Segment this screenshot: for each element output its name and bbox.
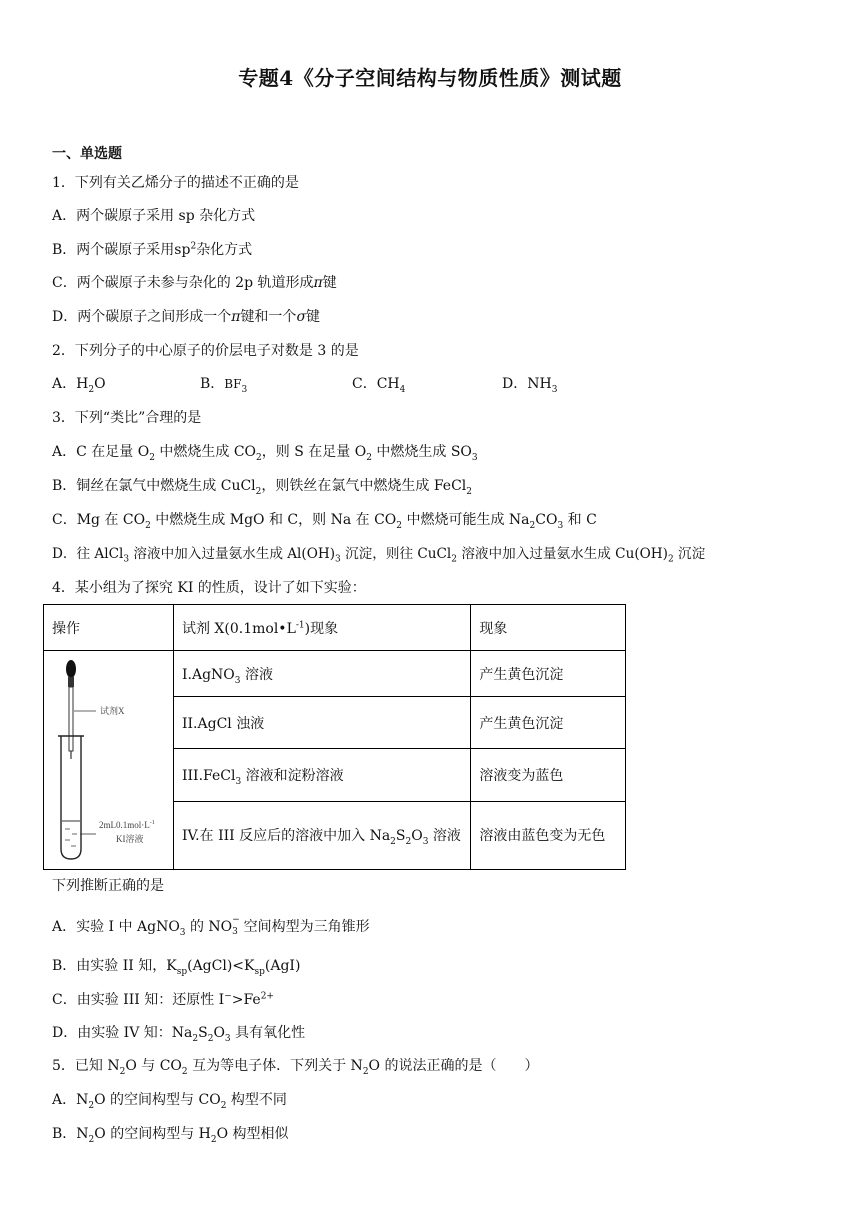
q1-stem: 1．下列有关乙烯分子的描述不正确的是: [52, 175, 299, 191]
header-operation: 操作: [44, 605, 174, 651]
dropper-tube: [69, 687, 73, 751]
reagent-1: I.AgNO$_3$ 溶液: [173, 651, 470, 697]
experiment-table: [43, 604, 626, 870]
phenomenon-2: 产生黄色沉淀: [471, 697, 626, 749]
q2-option-d: D．$NH_3$: [502, 376, 558, 395]
reagent-4: IV.在 III 反应后的溶液中加入 $Na_2S_2O_3$ 溶液: [173, 801, 470, 869]
table-row: [44, 651, 626, 697]
q5-option-a: A．$N_2O$ 的空间构型与 $CO_2$ 构型不同: [52, 1092, 287, 1111]
q5-stem: 5．已知 $N_2O$ 与 $CO_2$ 互为等电子体．下列关于 $N_2O$ 的说法正确的是（ ）: [52, 1058, 539, 1077]
q4-stem: 4．某小组为了探究 KI 的性质，设计了如下实验：: [52, 580, 366, 596]
phenomenon-3: 溶液变为蓝色: [471, 749, 626, 801]
phenomenon-4: 溶液由蓝色变为无色: [471, 801, 626, 869]
label-solution: $2mL0.1mol\cdot L^{-1}$: [99, 820, 155, 830]
section-heading: 一、单选题: [52, 146, 122, 162]
q3-option-c: C．Mg 在 $CO_2$ 中燃烧生成 MgO 和 C，则 Na 在 $CO_2$ 中燃烧可能生成 $Na_2CO_3$ 和 C: [52, 512, 597, 531]
apparatus-cell: [44, 651, 174, 870]
q4-option-d: D．由实验 IV 知：$Na_2S_2O_3$ 具有氧化性: [52, 1025, 306, 1044]
q3-option-a: A．C 在足量 $O_2$ 中燃烧生成 $CO_2$，则 S 在足量 $O_2$ 中燃烧生成 $SO_3$: [52, 444, 478, 463]
ki-solution: [62, 821, 80, 858]
q1-option-b: B．两个碳原子采用$sp^2$杂化方式: [52, 241, 253, 258]
test-tube-dropper-diagram: [44, 651, 172, 865]
q4-option-b: B．由实验 II 知，$K_{sp}(AgCl)<K_{sp}(AgI)$: [52, 958, 301, 977]
table-header-row: [44, 605, 626, 651]
q1-option-a: A．两个碳原子采用 sp 杂化方式: [52, 208, 256, 224]
q3-option-d: D．往 AlCl$_3$ 溶液中加入过量氨水生成 $Al(OH)_3$ 沉淀，则往 CuCl$_2$ 溶液中加入过量氨水生成 $Cu(OH)_2$ 沉淀: [52, 546, 706, 565]
label-reagent-x: 试剂X: [100, 706, 125, 716]
q5-option-b: B．$N_2O$ 的空间构型与 $H_2O$ 构型相似: [52, 1126, 289, 1145]
q4-after-text: 下列推断正确的是: [52, 878, 164, 894]
header-reagent: 试剂 $X(0.1mol•L^{-1})$现象: [173, 605, 470, 651]
reagent-3: III.FeCl$_3$ 溶液和淀粉溶液: [173, 749, 470, 801]
q2-stem: 2．下列分子的中心原子的价层电子对数是 3 的是: [52, 343, 359, 359]
q3-stem: 3．下列“类比”合理的是: [52, 410, 202, 426]
q3-option-b: B．铜丝在氯气中燃烧生成 CuCl$_2$，则铁丝在氯气中燃烧生成 FeCl$_2$: [52, 478, 472, 497]
page-title: 专题4《分子空间结构与物质性质》测试题: [238, 66, 622, 90]
label-ki-solution: KI溶液: [116, 834, 144, 844]
reagent-2: II.AgCl 浊液: [173, 697, 470, 749]
header-phenomenon: 现象: [471, 605, 626, 651]
q2-option-c: C．$CH_4$: [352, 376, 406, 395]
phenomenon-1: 产生黄色沉淀: [471, 651, 626, 697]
q2-option-b: B．$BF_3$: [200, 376, 248, 395]
q1-option-d: D．两个碳原子之间形成一个π键和一个σ键: [52, 309, 320, 325]
q1-option-c: C．两个碳原子未参与杂化的 2p 轨道形成π键: [52, 275, 337, 291]
q2-option-a: A．$H_2O$: [52, 376, 106, 395]
q4-option-a: A．实验 I 中 AgNO$_3$ 的 NO − 3 空间构型为三角锥形: [52, 915, 370, 938]
dropper-collar: [68, 677, 74, 687]
dropper-bulb-icon: [66, 660, 76, 678]
q4-option-c: C．由实验 III 知：还原性 $I^->Fe^{2+}$: [52, 991, 274, 1008]
